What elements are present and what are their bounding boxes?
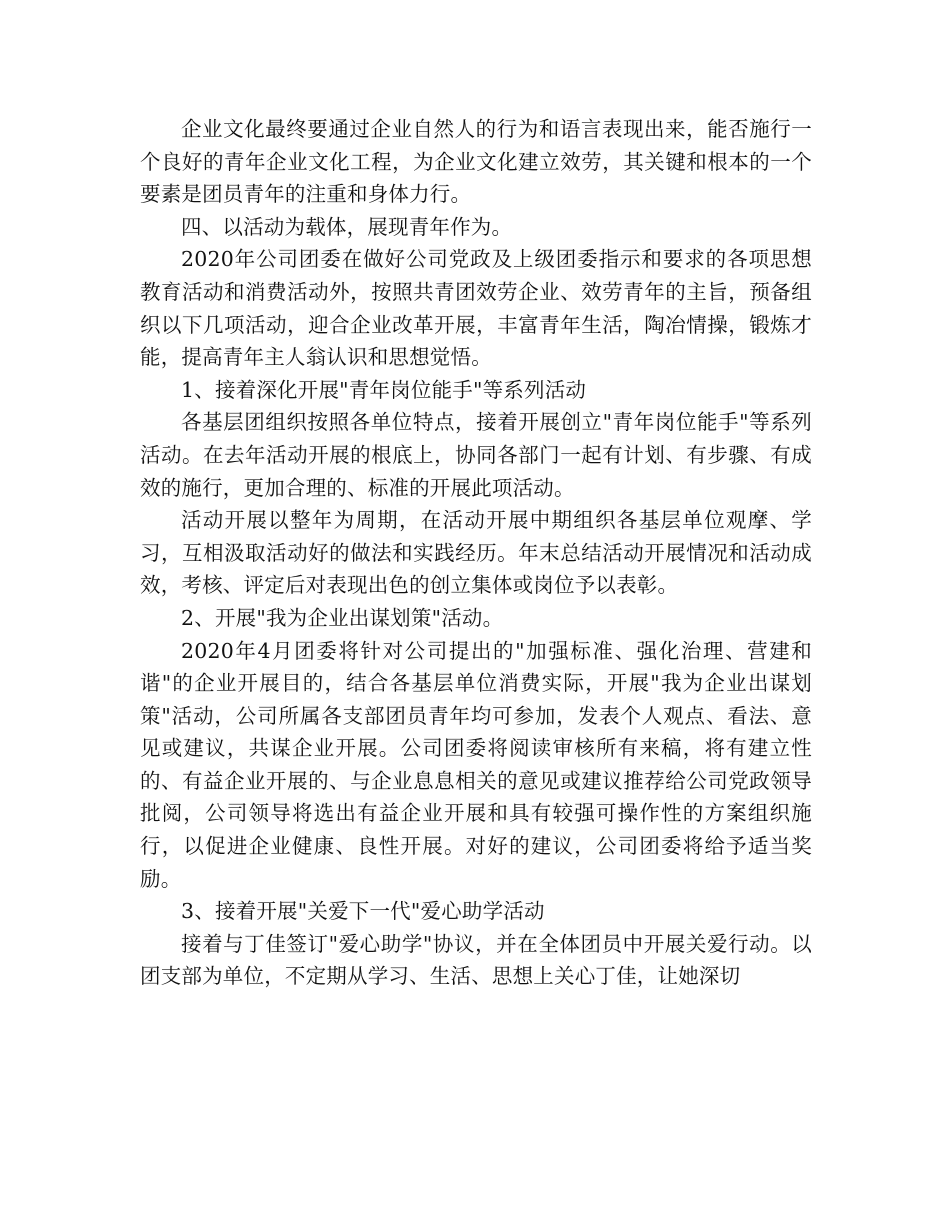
item-heading-two: 2、开展"我为企业出谋划策"活动。 xyxy=(181,605,504,630)
item-heading-one: 1、接着深化开展"青年岗位能手"等系列活动 xyxy=(181,377,587,402)
section-heading-four: 四、以活动为载体，展现青年作为。 xyxy=(181,214,513,239)
item-heading-three: 3、接着开展"关爱下一代"爱心助学活动 xyxy=(181,899,545,924)
paragraph-item-two-detail: 2020年4月团委将针对公司提出的"加强标准、强化治理、营建和谐"的企业开展目的，结合各基层单位消费实际，开展"我为企业出谋划策"活动，公司所属各支部团员青年均可参加，发表个人观点、看法、意见或建议，共谋企业开展。公司团委将阅读审核所有来稿，将有建立性的、有益企业开展的、与企业息息相关的意见或建议推荐给公司党政领导批阅，公司领导将选出有益企业开展和具有较强可操作性的方案组织施行，以促进企业健康、良性开展。对好的建议，公司团委将给予适当奖励。 xyxy=(140,638,812,891)
paragraph-activity-intro: 2020年公司团委在做好公司党政及上级团委指示和要求的各项思想教育活动和消费活动外，按照共青团效劳企业、效劳青年的主旨，预备组织以下几项活动，迎合企业改革开展，丰富青年生活，陶冶情操，锻炼才能，提高青年主人翁认识和思想觉悟。 xyxy=(140,247,812,370)
paragraph-item-three-detail: 接着与丁佳签订"爱心助学"协议，并在全体团员中开展关爱行动。以团支部为单位，不定期从学习、生活、思想上关心丁佳，让她深切 xyxy=(140,931,812,989)
paragraph-item-one-cycle: 活动开展以整年为周期，在活动开展中期组织各基层单位观摩、学习，互相汲取活动好的做法和实践经历。年末总结活动开展情况和活动成效，考核、评定后对表现出色的创立集体或岗位予以表彰。 xyxy=(140,508,812,598)
paragraph-item-one-detail: 各基层团组织按照各单位特点，接着开展创立"青年岗位能手"等系列活动。在去年活动开展的根底上，协同各部门一起有计划、有步骤、有成效的施行，更加合理的、标准的开展此项活动。 xyxy=(140,410,812,500)
paragraph-culture-conclusion: 企业文化最终要通过企业自然人的行为和语言表现出来，能否施行一个良好的青年企业文化工程，为企业文化建立效劳，其关键和根本的一个要素是团员青年的注重和身体力行。 xyxy=(140,117,812,207)
document-body xyxy=(140,113,812,993)
